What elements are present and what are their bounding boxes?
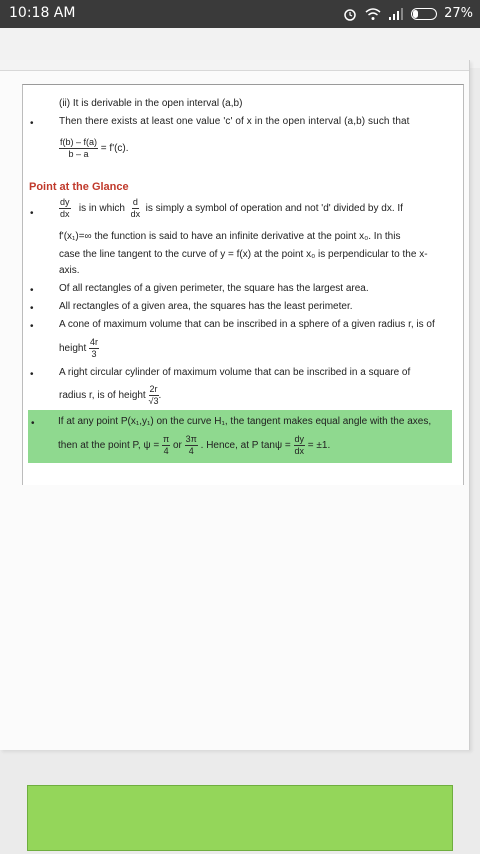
battery-percent: 27% [444, 6, 473, 21]
bullet-6-line-1: If at any point P(x₁,y₁) on the curve H₁, the tangent makes equal angle with the axes, [58, 416, 432, 427]
bullet: • [30, 285, 34, 296]
mvt-fraction: $\frac{f(b) - f(a)}{b - a}$ [60, 137, 98, 159]
battery-icon [411, 8, 437, 20]
status-bar [0, 0, 480, 28]
sheet-top-border [0, 60, 469, 71]
signal-icon [388, 7, 404, 21]
section-heading: Point at the Glance [29, 181, 129, 193]
clock: 10:18 AM [9, 5, 76, 21]
bullet-1-line-4: axis. [59, 265, 80, 276]
bullet: • [30, 303, 34, 314]
bullet: • [30, 321, 34, 332]
bullet: • [30, 208, 34, 219]
mvt-formula: $\frac{f(b) - f(a)}{b - a}$ = f'(c). [60, 137, 129, 159]
bullet-1-line-3: case the line tangent to the curve of y = f(x) at the point x₀ is perpendicular to the x- [59, 249, 428, 260]
highlighted-tip [28, 410, 452, 463]
bullet-1-line-1: $\frac{dy}{dx}$ is in which $\frac{d}{dx}$ is simply a symbol of operation and not 'd' divided by dx. If [60, 197, 403, 219]
bullet-6-line-2: then at the point P, ψ = $\frac{\pi}{4}$ or $\frac{3\pi}{4}$ . Hence, at P tanψ = $\frac{dy}{dx}$ = ±1. [58, 434, 331, 456]
wifi-icon [365, 7, 381, 21]
bullet-1-line-2: f'(x₁)=∞ the function is said to have an infinite derivative at the point x₀. In this [59, 231, 401, 242]
bullet: • [30, 369, 34, 380]
bullet-2: Of all rectangles of a given perimeter, the square has the largest area. [59, 283, 369, 294]
bullet-5-height: radius r, is of height $\frac{2r}{√3}$ . [59, 384, 162, 406]
alarm-icon [342, 7, 358, 21]
then-text: Then there exists at least one value 'c' of x in the open interval (a,b) such that [59, 116, 410, 127]
bullet: • [31, 418, 35, 429]
bullet-5: A right circular cylinder of maximum volume that can be inscribed in a square of [59, 367, 411, 378]
status-icons [342, 6, 473, 21]
bullet-4-height: height $\frac{4r}{3}$ [59, 337, 99, 359]
bullet: • [30, 118, 34, 129]
bullet-4: A cone of maximum volume that can be inscribed in a sphere of a given radius r, is of [59, 319, 435, 330]
bottom-action-button[interactable] [27, 785, 453, 851]
item-ii: (ii) It is derivable in the open interval (a,b) [59, 98, 243, 109]
bullet-3: All rectangles of a given area, the squares has the least perimeter. [59, 301, 353, 312]
